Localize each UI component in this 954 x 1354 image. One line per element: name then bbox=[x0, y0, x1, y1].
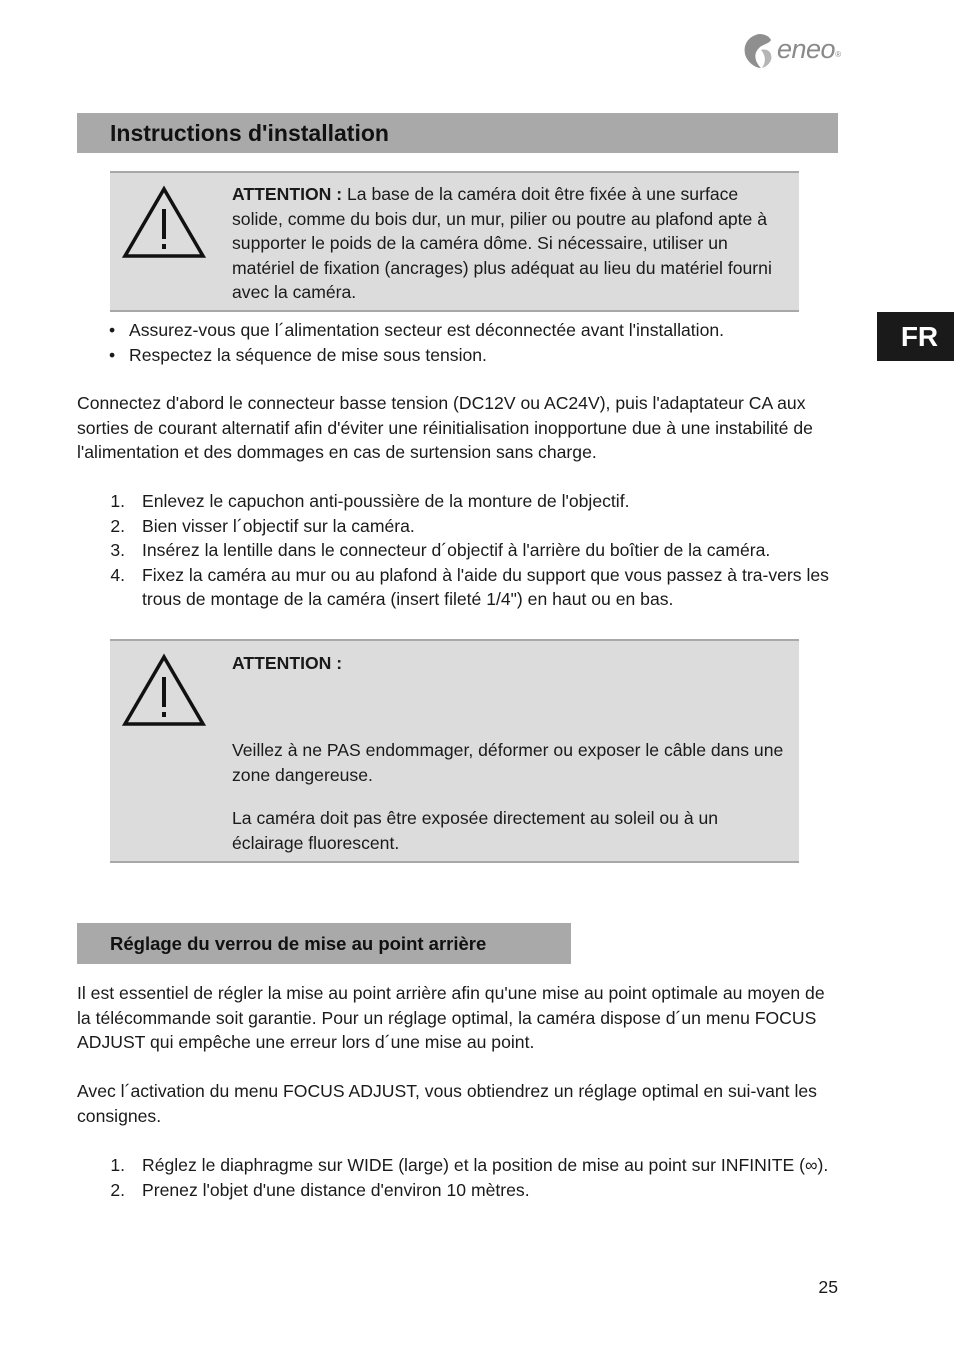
eneo-logo-mark-icon bbox=[741, 32, 777, 70]
list-item: • Assurez-vous que l´alimentation secteur est déconnectée avant l'installation. bbox=[105, 318, 825, 343]
warning-body: Veillez à ne PAS endommager, déformer ou exposer le câble dans une zone dangereuse. bbox=[232, 740, 784, 785]
eneo-logo bbox=[741, 32, 841, 70]
warning-box bbox=[110, 639, 799, 863]
warning-text bbox=[232, 182, 792, 305]
paragraph: Avec l´activation du menu FOCUS ADJUST, vous obtiendrez un réglage optimal en sui-vant les consignes. bbox=[77, 1081, 817, 1126]
list-number: 4. bbox=[110, 564, 125, 585]
language-tab: FR bbox=[877, 312, 954, 361]
warning-triangle-icon bbox=[122, 653, 206, 727]
list-item bbox=[105, 538, 840, 563]
page-number: 25 bbox=[818, 1277, 838, 1297]
bullet-list bbox=[105, 318, 825, 367]
list-number: 3. bbox=[110, 540, 125, 561]
list-text: Insérez la lentille dans le connecteur d´objectif à l'arrière du boîtier de la caméra. bbox=[142, 540, 771, 561]
warning-triangle-icon bbox=[122, 185, 206, 259]
warning-box bbox=[110, 171, 799, 312]
warning-label: ATTENTION : bbox=[232, 653, 343, 673]
section-heading-bar bbox=[77, 113, 838, 153]
warning-body: La caméra doit pas être exposée directement au soleil ou à un éclairage fluorescent. bbox=[232, 808, 719, 853]
list-item bbox=[105, 514, 840, 539]
logo-text: eneo bbox=[777, 34, 836, 64]
logo-registered-mark: ® bbox=[835, 50, 841, 59]
numbered-list bbox=[105, 1153, 840, 1202]
list-text: Fixez la caméra au mur ou au plafond à l'aide du support que vous passez à tra-vers les trous de montage de la caméra (insert fileté 1/4") en haut ou en bas. bbox=[142, 564, 829, 610]
list-item bbox=[105, 1178, 840, 1203]
list-item bbox=[105, 1153, 840, 1178]
list-number: 2. bbox=[110, 515, 125, 536]
list-number: 1. bbox=[110, 491, 125, 511]
list-item bbox=[105, 489, 840, 514]
list-text: Réglez le diaphragme sur WIDE (large) et la position de mise au point sur INFINITE (∞). bbox=[142, 1155, 829, 1175]
numbered-list bbox=[105, 489, 840, 612]
section-title: Instructions d'installation bbox=[110, 120, 389, 146]
list-text: Enlevez le capuchon anti-poussière de la monture de l'objectif. bbox=[142, 491, 630, 511]
subsection-heading-bar bbox=[77, 923, 571, 964]
warning-body: La base de la caméra doit être fixée à une surface solide, comme du bois dur, un mur, pilier ou poutre au plafond apte à supporter le poids de la caméra dôme. Si nécessaire, utiliser un matériel de fixation (ancrages) plus adéquat au lieu du matériel fourni avec la caméra. bbox=[232, 184, 772, 303]
list-number: 1. bbox=[110, 1155, 125, 1175]
warning-label: ATTENTION : bbox=[232, 184, 343, 204]
paragraph: Il est essentiel de régler la mise au point arrière afin qu'une mise au point optimale au moyen de la télécommande soit garantie. Pour un réglage optimal, la caméra dispose d´un menu FOCUS ADJUST qui empêche une erreur lors d´une mise au point. bbox=[77, 983, 825, 1053]
list-text: Prenez l'objet d'une distance d'environ 10 mètres. bbox=[142, 1179, 530, 1200]
paragraph: Connectez d'abord le connecteur basse tension (DC12V ou AC24V), puis l'adaptateur CA aux sorties de courant alternatif afin d'éviter une réinitialisation inopportune due à une instabilité de l'alimentation et des dommages en cas de surtension sans charge. bbox=[77, 393, 813, 463]
list-text: Bien visser l´objectif sur la caméra. bbox=[142, 515, 415, 536]
subsection-title: Réglage du verrou de mise au point arrière bbox=[110, 933, 487, 954]
list-item: • Respectez la séquence de mise sous tension. bbox=[105, 343, 825, 368]
list-number: 2. bbox=[110, 1179, 125, 1200]
list-item bbox=[105, 563, 840, 612]
